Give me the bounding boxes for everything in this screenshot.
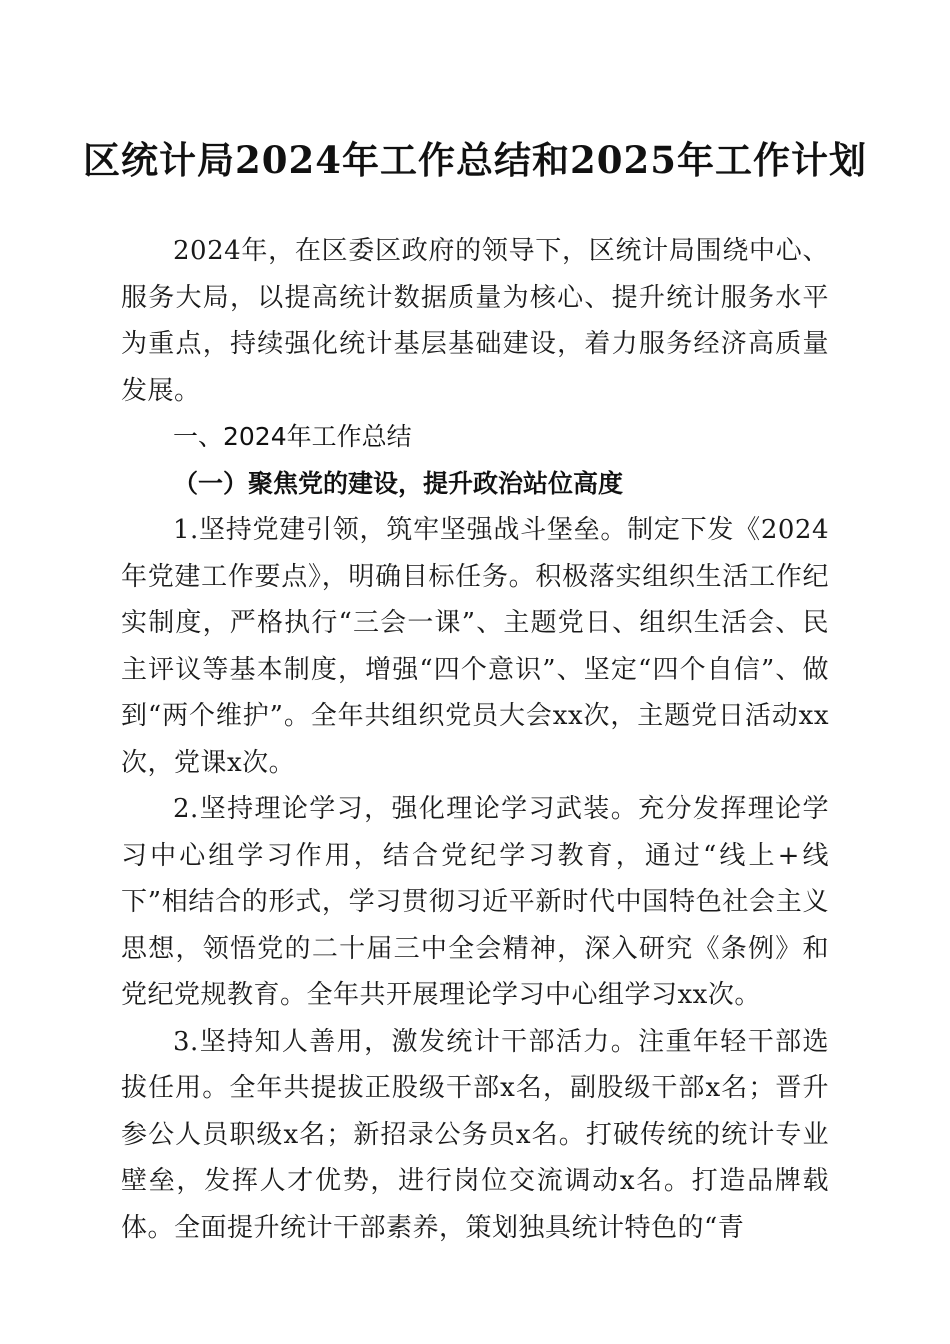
section-heading: 一、2024年工作总结 xyxy=(173,422,412,451)
subsection-heading: （一）聚焦党的建设，提升政治站位高度 xyxy=(173,468,624,498)
document-title: 区统计局2024年工作总结和2025年工作计划 xyxy=(83,138,867,182)
item-paragraph-1: 1.坚持党建引领，筑牢坚强战斗堡垒。制定下发《2024年党建工作要点》，明确目标任务。积极落实组织生活工作纪实制度，严格执行“三会一课”、主题党日、组织生活会、民主评议等基本制度，增强“四个意识”、坚定“四个自信”、做到“两个维护”。全年共组织党员大会xx次，主题党日活动xx次，党课x次。 xyxy=(121,515,829,778)
document-body xyxy=(121,228,829,1251)
item-paragraph-3: 3.坚持知人善用，激发统计干部活力。注重年轻干部选拔任用。全年共提拔正股级干部x名，副股级干部x名；晋升参公人员职级x名；新招录公务员x名。打破传统的统计专业壁垒，发挥人才优势，进行岗位交流调动x名。打造品牌载体。全面提升统计干部素养，策划独具统计特色的“青 xyxy=(121,1026,829,1243)
item-paragraph-2: 2.坚持理论学习，强化理论学习武装。充分发挥理论学习中心组学习作用，结合党纪学习教育，通过“线上+线下”相结合的形式，学习贯彻习近平新时代中国特色社会主义思想，领悟党的二十届三中全会精神，深入研究《条例》和党纪党规教育。全年共开展理论学习中心组学习xx次。 xyxy=(121,794,829,1010)
intro-paragraph: 2024年，在区委区政府的领导下，区统计局围绕中心、服务大局，以提高统计数据质量为核心、提升统计服务水平为重点，持续强化统计基层基础建设，着力服务经济高质量发展。 xyxy=(121,236,829,406)
